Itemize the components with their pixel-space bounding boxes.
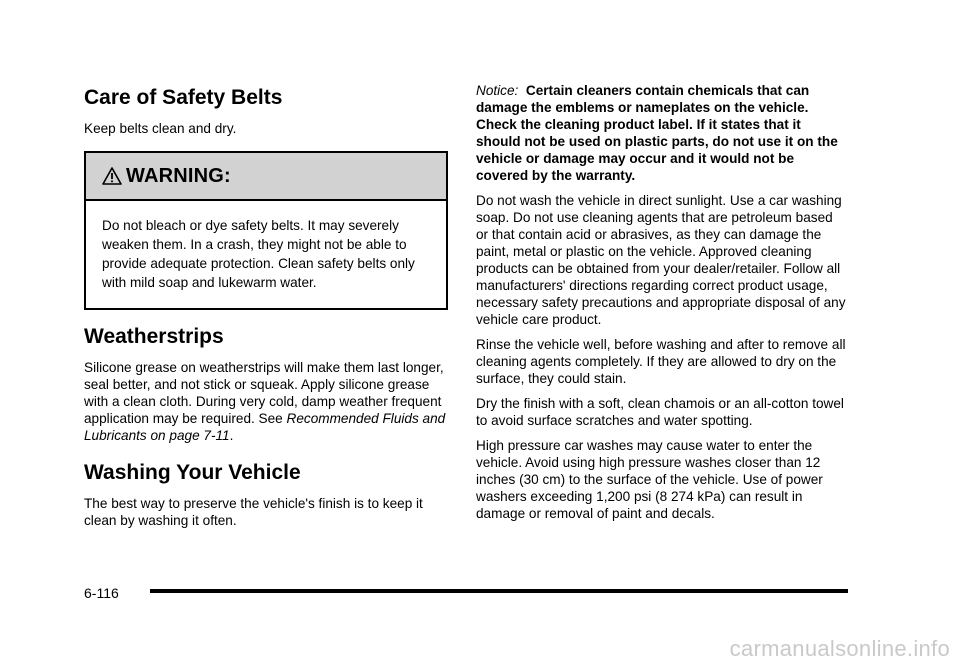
weatherstrips-body-end: . xyxy=(229,428,234,443)
footer-rule xyxy=(150,589,848,593)
left-column xyxy=(84,82,448,529)
page-number: 6-116 xyxy=(84,585,119,601)
notice-label: Notice: xyxy=(476,83,519,98)
warning-triangle-icon xyxy=(102,166,122,186)
warning-body-text: Do not bleach or dye safety belts. It may severely weaken them. In a crash, they might not be able to provide adequate protection. Clean safety belts only with mild soap and lukewarm water. xyxy=(102,218,415,290)
warning-header xyxy=(86,153,446,201)
watermark-text: carmanualsonline.info xyxy=(729,636,950,661)
section-title-weatherstrips: Weatherstrips xyxy=(84,325,224,348)
paragraph-high-pressure: High pressure car washes may cause water to enter the vehicle. Avoid using high pressure washes closer than 12 inches (30 cm) to the surface of the vehicle. Use of power washers exceeding 1,200 psi (8 274 kPa) can result in damage or removal of paint and decals. xyxy=(476,438,823,521)
cross-reference-link[interactable]: Recommended Fluids and Lubricants on page 7-11 xyxy=(84,411,446,443)
warning-body xyxy=(86,201,446,308)
paragraph-dry-finish: Dry the finish with a soft, clean chamois or an all-cotton towel to avoid surface scratches and water spotting. xyxy=(476,396,844,428)
section-title-care-of-safety-belts: Care of Safety Belts xyxy=(84,86,283,109)
weatherstrips-body: Silicone grease on weatherstrips will make them last longer, seal better, and not stick or squeak. Apply silicone grease with a clean cloth. During very cold, damp weather frequent application may be required. See xyxy=(84,360,444,426)
paragraph-rinse: Rinse the vehicle well, before washing and after to remove all cleaning agents completely. If they are allowed to dry on the surface, they could stain. xyxy=(476,337,846,386)
warning-title: WARNING: xyxy=(126,164,231,187)
notice-text: Certain cleaners contain chemicals that can damage the emblems or nameplates on the vehicle. Check the cleaning product label. If it states that it should not be used on plastic parts, do not use it on the vehicle or damage may occur and it would not be covered by the warranty. xyxy=(476,83,838,183)
washing-body-text: The best way to preserve the vehicle's finish is to keep it clean by washing it often. xyxy=(84,496,423,528)
paragraph-direct-sunlight: Do not wash the vehicle in direct sunlight. Use a car washing soap. Do not use cleaning agents that are petroleum based or that contain acid or abrasives, as they can damage the paint, metal or plastic on the vehicle. Approved cleaning products can be obtained from your dealer/retailer. Follow all manufacturers' directions regarding correct product usage, necessary safety precautions and appropriate disposal of any vehicle care product. xyxy=(476,193,846,327)
weatherstrips-body-text xyxy=(84,359,448,444)
care-body-text: Keep belts clean and dry. xyxy=(84,121,237,136)
warning-box xyxy=(84,151,448,310)
section-title-washing-your-vehicle: Washing Your Vehicle xyxy=(84,461,301,484)
notice-paragraph xyxy=(476,82,848,184)
right-column xyxy=(476,82,848,530)
